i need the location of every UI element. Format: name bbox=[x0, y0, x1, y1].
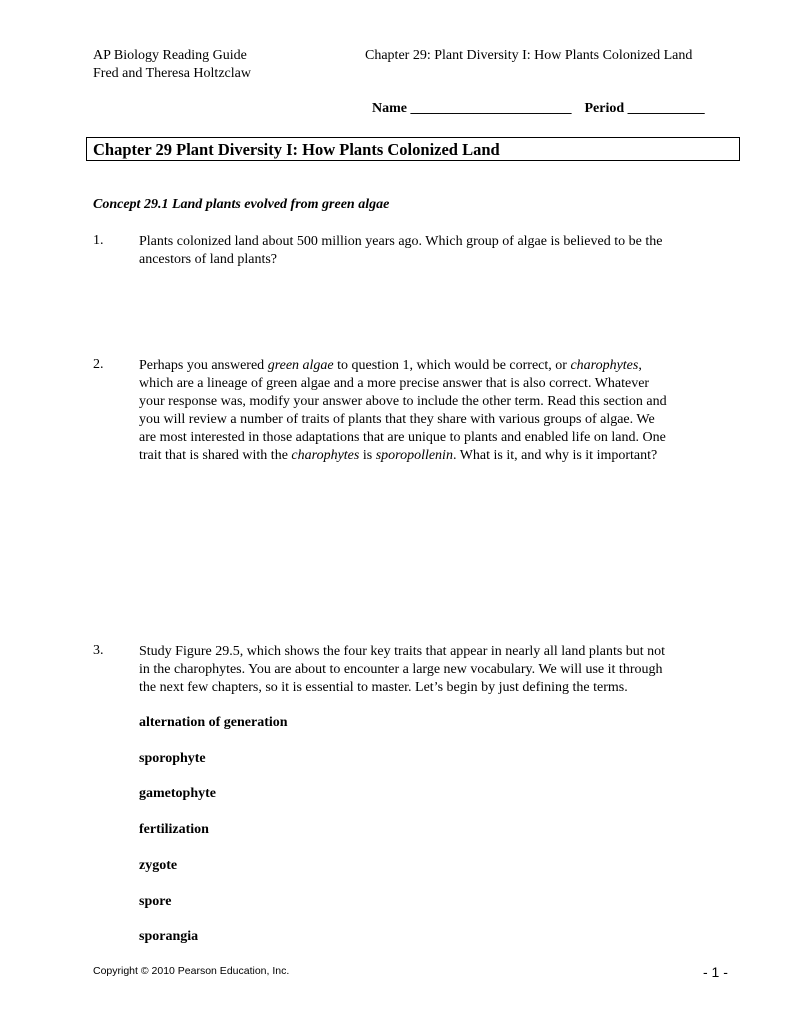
term-alternation-of-generation: alternation of generation bbox=[139, 715, 288, 730]
chapter-title-box bbox=[86, 137, 740, 161]
term-fertilization: fertilization bbox=[139, 822, 209, 837]
question-2-text bbox=[139, 357, 729, 465]
question-3-line-1: Study Figure 29.5, which shows the four key traits that appear in nearly all land plants but not bbox=[139, 644, 666, 659]
question-2-line-3: your response was, modify your answer above to include the other term. Read this section and bbox=[139, 394, 667, 409]
question-2-line-4: you will review a number of traits of plants that they share with various groups of algae. We bbox=[139, 412, 655, 427]
term-gametophyte: gametophyte bbox=[139, 786, 216, 801]
q2-term-charophytes: charophytes bbox=[570, 358, 639, 373]
question-2-number: 2. bbox=[93, 357, 104, 372]
header-right bbox=[365, 47, 692, 65]
q2-text-part: Perhaps you answered bbox=[139, 358, 268, 373]
term-zygote: zygote bbox=[139, 858, 178, 873]
q2-term-charophytes-2: charophytes bbox=[291, 448, 360, 463]
name-field[interactable]: Name _______________________ bbox=[372, 101, 572, 116]
question-2-line-2: which are a lineage of green algae and a more precise answer that is also correct. Whatever bbox=[139, 376, 650, 391]
term-sporophyte: sporophyte bbox=[139, 751, 206, 766]
question-2-line-1 bbox=[139, 357, 729, 375]
q2-text-part: is bbox=[359, 448, 376, 463]
question-2-line-5: are most interested in those adaptations that are unique to plants and enabled life on land. One bbox=[139, 430, 666, 445]
question-2-line-6 bbox=[139, 447, 729, 465]
question-3-number: 3. bbox=[93, 643, 104, 658]
header-authors: Fred and Theresa Holtzclaw bbox=[93, 66, 251, 81]
question-3-text bbox=[139, 643, 729, 697]
question-1-text bbox=[139, 233, 729, 269]
term-spore: spore bbox=[139, 894, 172, 909]
header-course-title: AP Biology Reading Guide bbox=[93, 48, 247, 63]
header-chapter-title: Chapter 29: Plant Diversity I: How Plants Colonized Land bbox=[365, 48, 693, 63]
q2-term-green-algae: green algae bbox=[267, 358, 334, 373]
q2-text-part: trait that is shared with the bbox=[139, 448, 292, 463]
question-3-line-2: in the charophytes. You are about to encounter a large new vocabulary. We will use it through bbox=[139, 662, 663, 677]
q2-text-part: to question 1, which would be correct, or bbox=[333, 358, 571, 373]
chapter-title: Chapter 29 Plant Diversity I: How Plants Colonized Land bbox=[93, 140, 500, 159]
question-1-number: 1. bbox=[93, 233, 104, 248]
q2-text-part: , bbox=[638, 358, 642, 373]
concept-heading: Concept 29.1 Land plants evolved from green algae bbox=[93, 197, 390, 212]
question-1-line-2: ancestors of land plants? bbox=[139, 252, 278, 267]
name-period-row bbox=[372, 101, 705, 117]
period-field[interactable]: Period ___________ bbox=[584, 101, 705, 116]
question-1-line-1: Plants colonized land about 500 million years ago. Which group of algae is believed to be the bbox=[139, 234, 663, 249]
copyright-notice: Copyright © 2010 Pearson Education, Inc. bbox=[93, 965, 290, 977]
q2-text-part: . What is it, and why is it important? bbox=[452, 448, 658, 463]
q2-term-sporopollenin: sporopollenin bbox=[375, 448, 453, 463]
term-sporangia: sporangia bbox=[139, 929, 199, 944]
header-left bbox=[93, 47, 251, 83]
page-number: - 1 - bbox=[703, 964, 728, 980]
question-3-line-3: the next few chapters, so it is essential to master. Let’s begin by just defining the terms. bbox=[139, 680, 628, 695]
